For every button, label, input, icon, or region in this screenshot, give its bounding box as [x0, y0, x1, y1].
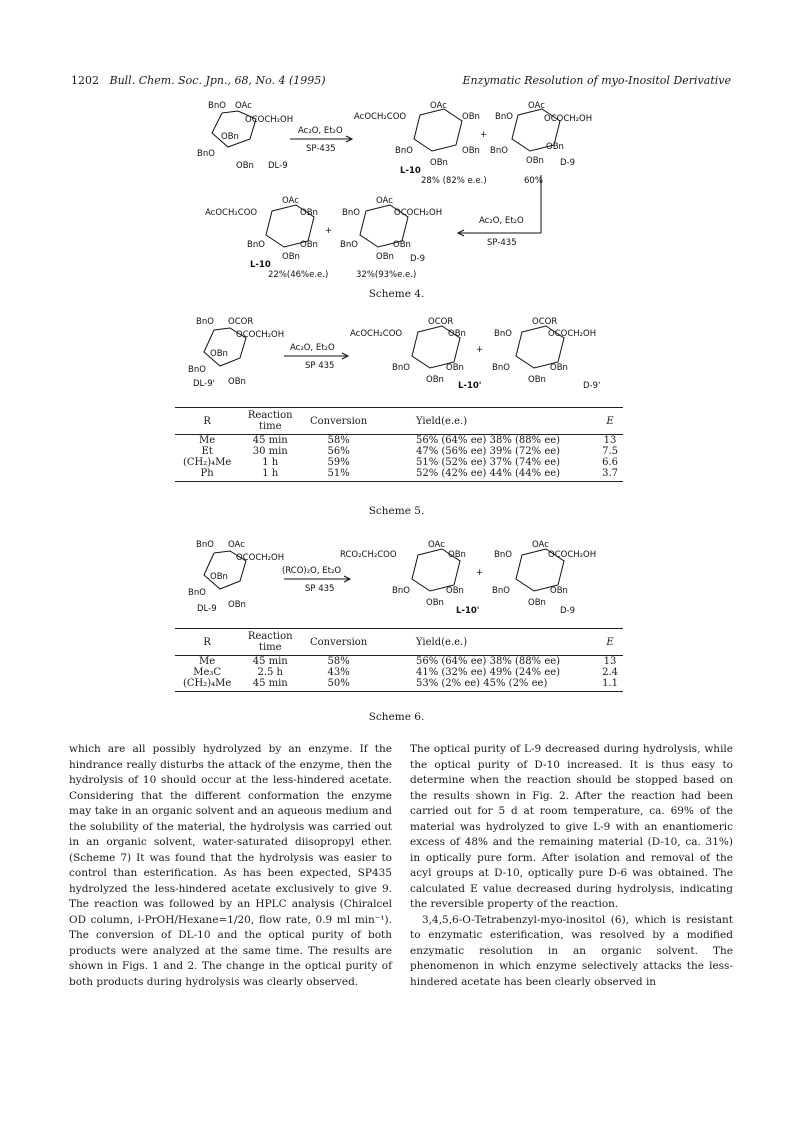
- bno-label-s5-4: BnO: [494, 329, 512, 339]
- table-row: [175, 457, 623, 468]
- running-title: Enzymatic Resolution of myo-Inositol Derivative: [462, 74, 731, 87]
- yield-d9: 60%: [524, 176, 543, 186]
- obn-label-8: OBn: [300, 208, 318, 218]
- table-row: [175, 678, 623, 692]
- table-cell: 13: [603, 656, 617, 667]
- ocor-label: OCOR: [228, 317, 254, 327]
- table-header-row: [175, 629, 623, 656]
- table-cell: Me: [199, 656, 216, 667]
- obn-label-s6: OBn: [210, 572, 228, 582]
- d9-structure-s6: [492, 540, 596, 616]
- obn-label-s5-6: OBn: [550, 363, 568, 373]
- reagent-back-2: SP-435: [487, 238, 517, 248]
- obn-label-s5-3: OBn: [448, 329, 466, 339]
- oac-label-5: OAc: [282, 196, 299, 206]
- acoch2coo-label: AcOCH₂COO: [354, 112, 407, 122]
- bno-label-8: BnO: [340, 240, 358, 250]
- oac-label-s6-2: OAc: [428, 540, 445, 550]
- obn-label-s6-6: OBn: [550, 586, 568, 596]
- col-reaction-time: Reaction time: [239, 629, 301, 656]
- table-cell: 7.5: [602, 446, 618, 457]
- obn-label-11: OBn: [393, 240, 411, 250]
- scheme-6-table: [175, 628, 623, 692]
- compound-dl9: DL-9: [268, 161, 288, 171]
- bno-label-s6-2: BnO: [188, 588, 206, 598]
- table-cell: 56% (64% ee) 38% (88% ee): [416, 435, 561, 446]
- l10prime-structure: [350, 317, 484, 391]
- scheme-5-caption: Scheme 5.: [368, 505, 425, 517]
- compound-dl9prime: DL-9': [193, 379, 215, 389]
- obn-label-s6-3: OBn: [448, 550, 466, 560]
- oac-label-4: OAc: [528, 101, 545, 111]
- bno-label-s5: BnO: [196, 317, 214, 327]
- col-yield: Yield(e.e.): [376, 629, 597, 656]
- ococh2oh-label-s6: OCOCH₂OH: [236, 553, 285, 563]
- table-cell: 51% (52% ee) 37% (74% ee): [416, 457, 561, 468]
- bno-label-s5-2: BnO: [188, 365, 206, 375]
- reagent-s6-2: SP 435: [305, 584, 335, 594]
- obn-label-9: OBn: [300, 240, 318, 250]
- reagent-s6-1: (RCO)₂O, Et₂O: [282, 566, 342, 576]
- oac-label-3: OAc: [430, 101, 447, 111]
- col-e: E: [597, 629, 623, 656]
- table-cell: 51%: [301, 468, 376, 482]
- l10prime-structure-s6: [340, 540, 479, 616]
- bno-label: BnO: [208, 101, 226, 111]
- table-cell: 2.4: [602, 667, 618, 678]
- bno-label-6: BnO: [247, 240, 265, 250]
- plus-sign-s6: +: [476, 568, 484, 578]
- bno-label-2: BnO: [197, 149, 215, 159]
- table-cell: 1.1: [597, 678, 623, 692]
- table-cell: 58%: [327, 435, 350, 446]
- table-row: [175, 667, 623, 678]
- bno-label-5: BnO: [490, 146, 508, 156]
- ococh2oh-label-2: OCOCH₂OH: [544, 114, 593, 124]
- bno-label-s5-3: BnO: [392, 363, 410, 373]
- obn-label-2: OBn: [236, 161, 254, 171]
- bno-label-4: BnO: [495, 112, 513, 122]
- compound-d9: D-9: [560, 158, 576, 168]
- col-r: R: [175, 629, 239, 656]
- table-cell: 56% (64% ee) 38% (88% ee): [416, 656, 561, 667]
- obn-label-3: OBn: [462, 112, 480, 122]
- reagent-s5-1: Ac₂O, Et₂O: [290, 343, 335, 353]
- bno-label-s6: BnO: [196, 540, 214, 550]
- reagent-2: SP-435: [306, 144, 336, 154]
- plus-sign-2: +: [325, 226, 333, 236]
- scheme-6-caption: Scheme 6.: [368, 711, 425, 723]
- table-cell: 58%: [327, 656, 350, 667]
- ococh2oh-label-s5: OCOCH₂OH: [236, 330, 285, 340]
- bno-label-7: BnO: [342, 208, 360, 218]
- table-cell: Ph: [175, 468, 239, 482]
- table-cell: (CH₂)₄Me: [175, 678, 239, 692]
- table-cell: 13: [603, 435, 617, 446]
- obn-label-7: OBn: [526, 156, 544, 166]
- ococh2oh-label-s6-2: OCOCH₂OH: [548, 550, 597, 560]
- yield-l10-second: 22%(46%e.e.): [268, 270, 329, 280]
- paragraph: 3,4,5,6-O-Tetrabenzyl-myo-inositol (6), which is resistant to enzymatic esterification, was resolved by a modified enzymatic resolution in an organic solvent. The phenomenon in which enzyme selectively attacks the less-hindered acetate has been clearly observed in: [410, 913, 733, 988]
- table-cell: 1 h: [239, 468, 301, 482]
- table-header-row: [175, 408, 623, 435]
- col-e: E: [597, 408, 623, 435]
- compound-l10prime: L-10': [458, 381, 482, 391]
- obn-label-6: OBn: [546, 142, 564, 152]
- bno-label-s6-5: BnO: [492, 586, 510, 596]
- scheme-5-figure: [0, 312, 793, 404]
- table-cell: 6.6: [602, 457, 618, 468]
- table-cell: Me: [199, 435, 216, 446]
- l10-structure: [354, 101, 487, 186]
- obn-label-4: OBn: [462, 146, 480, 156]
- d9-structure: [490, 101, 592, 186]
- paragraph: which are all possibly hydrolyzed by an enzyme. If the hindrance really disturbs the attack of the enzyme, then the hydrolysis of 10 should occur at the less-hindered acetate. Considering that the different conformation the enzyme may take in an organic solvent and an aqueous medium and the solubility of the material, the hydrolysis was carried out in an organic solvent, water-saturated diisopropyl ether. (Scheme 7) It was found that the hydrolysis was easier to control than esterification. As has been expected, SP435 hydrolyzed the less-hindered acetate exclusively to give 9. The reaction was followed by an HPLC analysis (Chiralcel OD column, i-PrOH/Hexane=1/20, flow rate, 0.9 ml min⁻¹). The conversion of DL-10 and the optical purity of both products were analyzed at the same time. The results are shown in Figs. 1 and 2. The change in the optical purity of both products during hydrolysis was clearly observed.: [69, 743, 392, 988]
- table-cell: 56%: [327, 446, 350, 457]
- table-cell: 3.7: [597, 468, 623, 482]
- table-cell: 45 min: [252, 435, 288, 446]
- table-cell: 45 min: [252, 656, 288, 667]
- compound-dl9-s6: DL-9: [197, 604, 217, 614]
- oac-label-s6: OAc: [228, 540, 245, 550]
- compound-d9-s6: D-9: [560, 606, 576, 616]
- obn-label-s6-4: OBn: [446, 586, 464, 596]
- table-cell: 45 min: [239, 678, 301, 692]
- scheme-5-table: [175, 407, 623, 482]
- bno-label-s6-4: BnO: [494, 550, 512, 560]
- oac-label-6: OAc: [376, 196, 393, 206]
- d9prime-structure: [492, 317, 600, 391]
- table-cell: 2.5 h: [257, 667, 283, 678]
- obn-label-s6-2: OBn: [228, 600, 246, 610]
- plus-sign-s5: +: [476, 345, 484, 355]
- obn-label-s5-4: OBn: [446, 363, 464, 373]
- compound-d9-second: D-9: [410, 254, 426, 264]
- reagent-1: Ac₂O, Et₂O: [298, 126, 343, 136]
- l10-second-structure: [205, 196, 328, 280]
- bno-label-s5-5: BnO: [492, 363, 510, 373]
- table-cell: 30 min: [252, 446, 288, 457]
- col-yield: Yield(e.e.): [376, 408, 597, 435]
- plus-sign: +: [480, 130, 488, 140]
- table-cell: 43%: [327, 667, 350, 678]
- table-row: [175, 468, 623, 482]
- table-row: [175, 656, 623, 668]
- col-conversion: Conversion: [301, 629, 376, 656]
- d9-second-structure: [340, 196, 442, 280]
- table-cell: 52% (42% ee) 44% (44% ee): [376, 468, 597, 482]
- table-cell: 41% (32% ee) 49% (24% ee): [416, 667, 561, 678]
- compound-l10-second: L-10: [250, 260, 271, 270]
- ococh2oh-label-3: OCOCH₂OH: [394, 208, 443, 218]
- table-row: [175, 446, 623, 457]
- obn-label-s5-2: OBn: [228, 377, 246, 387]
- rco2ch2coo-label: RCO₂CH₂COO: [340, 550, 397, 560]
- paragraph: The optical purity of L-9 decreased during hydrolysis, while the optical purity of D-10 increased. It is thus easy to determine when the reaction should be stopped based on the results shown in Fig. 2. After the reaction had been carried out for 5 d at room temperature, ca. 69% of the material was hydrolyzed to give L-9 with an enantiomeric excess of 48% and the remaining material (D-10, ca. 31%) in optically pure form. After isolation and removal of the acyl groups at D-10, optically pure D-6 was obtained. The calculated E value decreased during hydrolysis, indicating the reversible property of the reaction.: [410, 743, 733, 910]
- oac-label-s6-3: OAc: [532, 540, 549, 550]
- obn-label-s6-7: OBn: [528, 598, 546, 608]
- obn-label-s5-7: OBn: [528, 375, 546, 385]
- acoch2coo-label-s5: AcOCH₂COO: [350, 329, 403, 339]
- body-right-column: [410, 742, 733, 990]
- obn-label-s5: OBn: [210, 349, 228, 359]
- col-reaction-time: Reaction time: [239, 408, 301, 435]
- page-header-left: [71, 74, 326, 87]
- obn-label-s6-5: OBn: [426, 598, 444, 608]
- col-conversion: Conversion: [301, 408, 376, 435]
- compound-l10prime-s6: L-10': [456, 606, 480, 616]
- obn-label-5: OBn: [430, 158, 448, 168]
- table-cell: 59%: [327, 457, 350, 468]
- col-r: R: [175, 408, 239, 435]
- obn-label-10: OBn: [282, 252, 300, 262]
- ococh2oh-label: OCOCH₂OH: [245, 115, 294, 125]
- table-cell: 47% (56% ee) 39% (72% ee): [416, 446, 561, 457]
- scheme-6-figure: [0, 535, 793, 627]
- bno-label-3: BnO: [395, 146, 413, 156]
- ococh2oh-label-s5-2: OCOCH₂OH: [548, 329, 597, 339]
- scheme-4-figure: [0, 95, 793, 305]
- acoch2coo-label-2: AcOCH₂COO: [205, 208, 258, 218]
- ocor-label-3: OCOR: [532, 317, 558, 327]
- compound-l10: L-10: [400, 166, 421, 176]
- dl9-structure: [197, 101, 293, 171]
- obn-label-s5-5: OBn: [426, 375, 444, 385]
- table-cell: Et: [201, 446, 213, 457]
- oac-label: OAc: [235, 101, 252, 111]
- page-number: 1202: [71, 74, 99, 87]
- reagent-s5-2: SP 435: [305, 361, 335, 371]
- table-cell: Me₃C: [193, 667, 222, 678]
- yield-l10: 28% (82% e.e.): [421, 176, 487, 186]
- journal-citation: Bull. Chem. Soc. Jpn., 68, No. 4 (1995): [109, 74, 326, 87]
- ocor-label-2: OCOR: [428, 317, 454, 327]
- table-cell: 1 h: [262, 457, 279, 468]
- obn-label: OBn: [221, 132, 239, 142]
- table-cell: (CH₂)₄Me: [182, 457, 232, 468]
- dl9-structure-s6: [188, 540, 284, 614]
- table-cell: 50%: [301, 678, 376, 692]
- dl9prime-structure: [188, 317, 284, 389]
- bno-label-s6-3: BnO: [392, 586, 410, 596]
- yield-d9-second: 32%(93%e.e.): [356, 270, 417, 280]
- obn-label-12: OBn: [376, 252, 394, 262]
- body-left-column: [69, 742, 392, 990]
- table-cell: 53% (2% ee) 45% (2% ee): [376, 678, 597, 692]
- scheme-4-caption: Scheme 4.: [368, 288, 425, 300]
- table-row: [175, 435, 623, 447]
- reagent-back-1: Ac₂O, Et₂O: [479, 216, 524, 226]
- compound-d9prime: D-9': [583, 381, 601, 391]
